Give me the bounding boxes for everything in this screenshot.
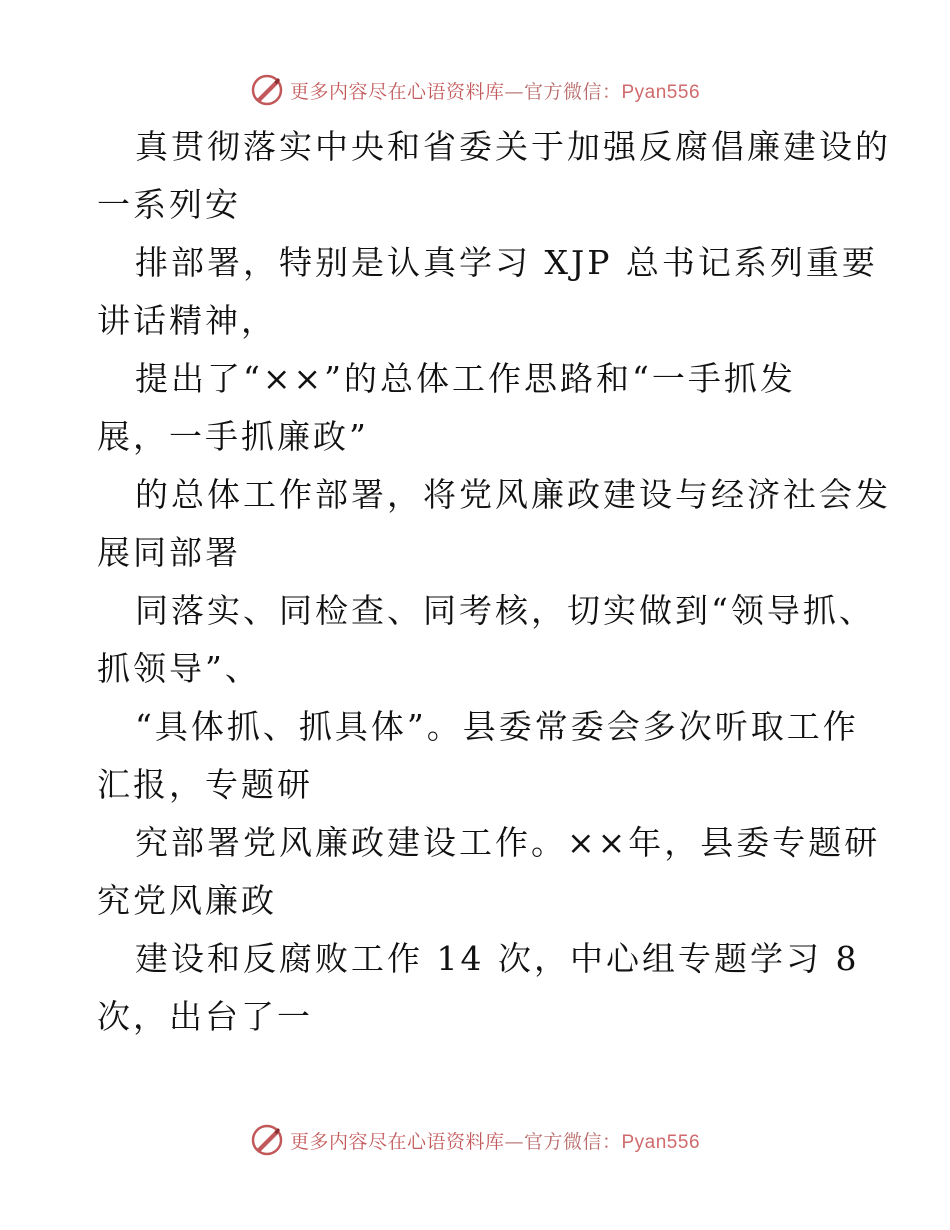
watermark-site: 更多内容尽在心语资料库: [289, 1130, 505, 1153]
text-line: 究部署党风廉政建设工作。××年，县委专题研: [135, 823, 881, 862]
watermark-wechat-id: Pyan556: [621, 1131, 701, 1153]
watermark-separator: —: [504, 1130, 524, 1153]
watermark-site: 更多内容尽在心语资料库: [289, 80, 505, 103]
text-line: 排部署，特别是认真学习 XJP 总书记系列重要: [135, 243, 878, 282]
text-line: 一系列安: [97, 185, 241, 224]
text-line: 建设和反腐败工作 14 次，中心组专题学习 8: [135, 939, 860, 978]
text-line: 次，出台了一: [97, 997, 313, 1036]
footer-watermark: [0, 1120, 950, 1160]
pen-logo-icon: [250, 73, 284, 107]
watermark-wechat-label: 官方微信：: [523, 80, 622, 103]
header-watermark: [0, 70, 950, 110]
watermark-group: [250, 1123, 700, 1157]
watermark-group: [250, 73, 700, 107]
watermark-wechat-label: 官方微信：: [523, 1130, 622, 1153]
text-line: 提出了“××”的总体工作思路和“一手抓发: [135, 359, 796, 398]
watermark-separator: —: [504, 80, 524, 103]
watermark-wechat-id: Pyan556: [621, 81, 701, 103]
text-line: 讲话精神，: [97, 301, 277, 340]
watermark-text: [290, 77, 700, 104]
text-line: 抓领导”、: [97, 649, 261, 688]
text-line: 展同部署: [97, 533, 241, 572]
document-body: [97, 118, 891, 1046]
watermark-text: [290, 1127, 700, 1154]
text-line: 展，一手抓廉政”: [97, 417, 369, 456]
text-line: 真贯彻落实中央和省委关于加强反腐倡廉建设的: [135, 127, 891, 166]
text-line: “具体抓、抓具体”。县委常委会多次听取工作: [135, 707, 859, 746]
text-line: 汇报，专题研: [97, 765, 313, 804]
text-line: 同落实、同检查、同考核，切实做到“领导抓、: [135, 591, 875, 630]
text-line: 究党风廉政: [97, 881, 277, 920]
pen-logo-icon: [250, 1123, 284, 1157]
text-line: 的总体工作部署，将党风廉政建设与经济社会发: [135, 475, 891, 514]
